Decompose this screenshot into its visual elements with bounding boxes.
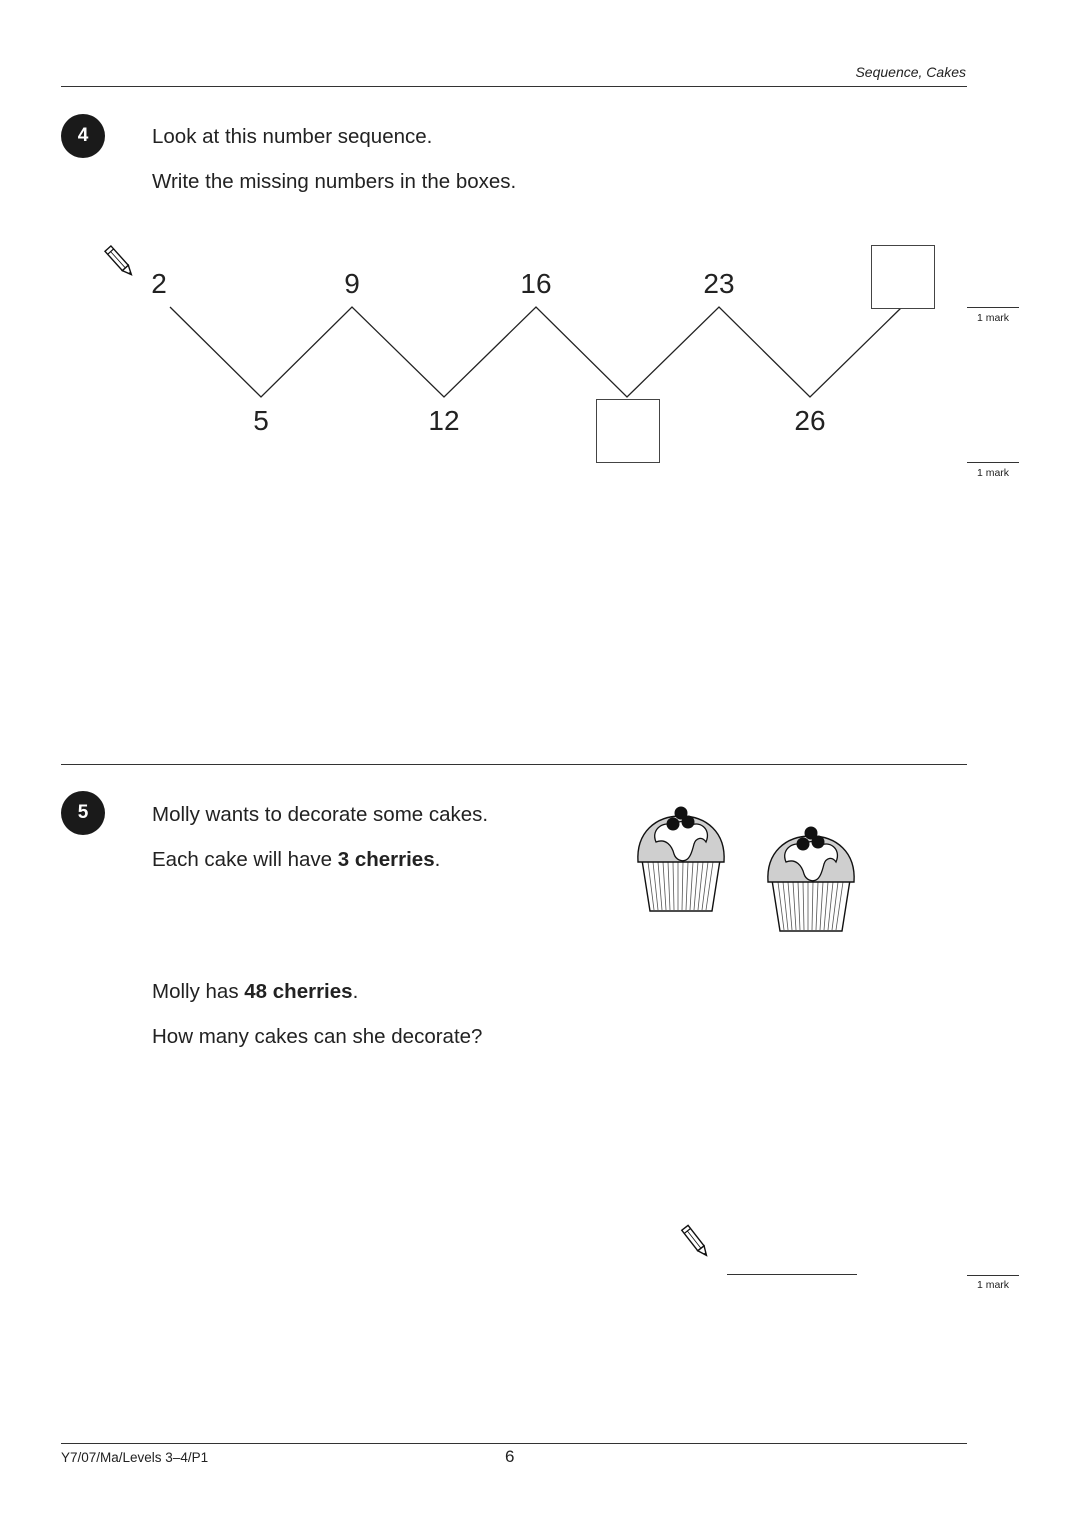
question-divider	[61, 764, 967, 765]
mark-label: 1 mark	[976, 1279, 1010, 1291]
sequence-term-8: 26	[794, 405, 826, 436]
sequence-term-5: 16	[520, 268, 552, 299]
mark-label: 1 mark	[976, 312, 1010, 324]
pencil-icon	[680, 1222, 712, 1262]
sequence-term-7: 23	[703, 268, 735, 299]
mark-line	[967, 462, 1019, 463]
q5-question: How many cakes can she decorate?	[152, 1025, 483, 1048]
section-title: Sequence, Cakes	[855, 64, 966, 80]
q4-instruction-1: Look at this number sequence.	[152, 125, 433, 148]
answer-box-term-9[interactable]	[871, 245, 935, 309]
sequence-term-2: 5	[253, 405, 269, 436]
cupcake-icon	[766, 822, 856, 934]
sequence-term-1: 2	[151, 268, 167, 299]
mark-label: 1 mark	[976, 467, 1010, 479]
q4-instruction-2: Write the missing numbers in the boxes.	[152, 170, 517, 193]
question-number-5: 5	[61, 791, 105, 835]
mark-line	[967, 1275, 1019, 1276]
q5-text-1: Molly wants to decorate some cakes.	[152, 803, 489, 826]
q5-text-3: Molly has 48 cherries.	[152, 980, 359, 1003]
answer-line[interactable]	[727, 1274, 857, 1275]
mark-line	[967, 307, 1019, 308]
question-number-4: 4	[61, 114, 105, 158]
answer-box-term-6[interactable]	[596, 399, 660, 463]
paper-code: Y7/07/Ma/Levels 3–4/P1	[61, 1450, 209, 1465]
cupcake-icon	[636, 802, 726, 914]
page-number: 6	[505, 1447, 515, 1466]
footer-rule	[61, 1443, 967, 1444]
sequence-term-3: 9	[344, 268, 360, 299]
q5-text-2: Each cake will have 3 cherries.	[152, 848, 441, 871]
sequence-term-4: 12	[428, 405, 460, 436]
